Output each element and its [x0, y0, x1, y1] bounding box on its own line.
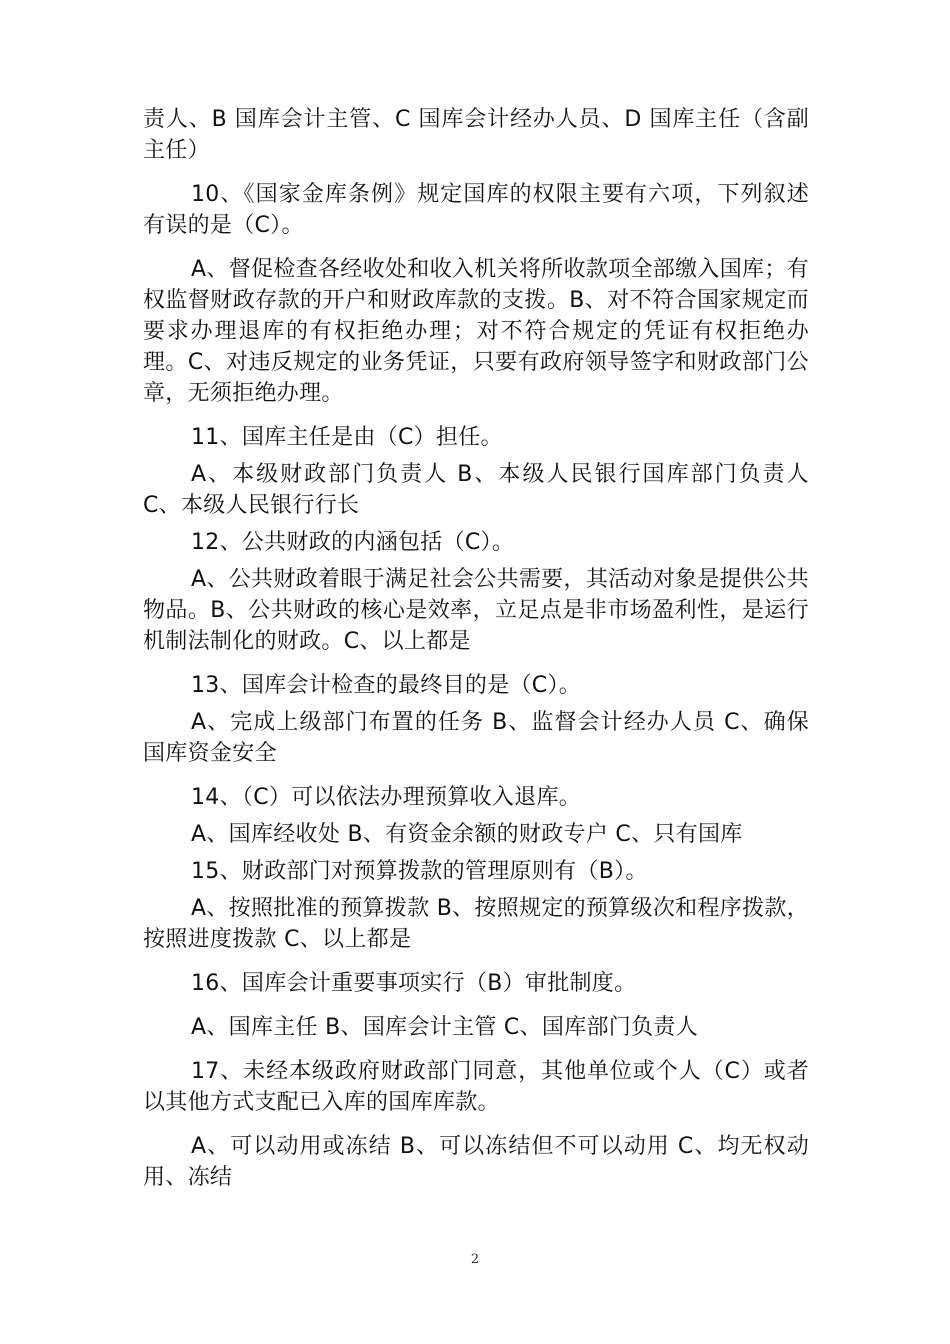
question-12-options: A、公共财政着眼于满足社会公共需要，其活动对象是提供公共物品。B、公共财政的核心是效率，立足点是非市场盈利性，是运行机制法制化的财政。C、以上都是 — [143, 567, 809, 654]
question-13-options: A、完成上级部门布置的任务 B、监督会计经办人员 C、确保国库资金安全 — [143, 710, 809, 766]
question-11: 11、国库主任是由（C）担任。 — [191, 425, 503, 450]
question-10: 10、《国家金库条例》规定国库的权限主要有六项，下列叙述有误的是（C）。 — [143, 182, 809, 238]
question-12: 12、公共财政的内涵包括（C）。 — [191, 530, 515, 555]
question-13: 13、国库会计检查的最终目的是（C）。 — [191, 673, 582, 698]
question-14: 14、（C）可以依法办理预算收入退库。 — [191, 785, 582, 810]
page-number: 2 — [470, 1252, 480, 1267]
question-16: 16、国库会计重要事项实行（B）审批制度。 — [191, 971, 637, 996]
document-body — [143, 104, 809, 1206]
question-11-options: A、本级财政部门负责人 B、本级人民银行国库部门负责人 C、本级人民银行行长 — [143, 462, 809, 518]
question-15: 15、财政部门对预算拨款的管理原则有（B）。 — [191, 859, 648, 884]
question-15-options: A、按照批准的预算拨款 B、按照规定的预算级次和程序拨款，按照进度拨款 C、以上都是 — [143, 896, 809, 952]
question-17: 17、未经本级政府财政部门同意，其他单位或个人（C）或者以其他方式支配已入库的国库库款。 — [143, 1059, 809, 1115]
question-16-options: A、国库主任 B、国库会计主管 C、国库部门负责人 — [191, 1015, 698, 1040]
question-10-options: A、督促检查各经收处和收入机关将所收款项全部缴入国库；有权监督财政存款的开户和财政库款的支拨。B、对不符合国家规定而要求办理退库的有权拒绝办理；对不符合规定的凭证有权拒绝办理。C、对违反规定的业务凭证，只要有政府领导签字和财政部门公章，无须拒绝办理。 — [143, 257, 809, 406]
paragraph-continuation: 责人、B 国库会计主管、C 国库会计经办人员、D 国库主任（含副主任） — [143, 107, 809, 163]
question-17-options: A、可以动用或冻结 B、可以冻结但不可以动用 C、均无权动用、冻结 — [143, 1134, 809, 1190]
question-14-options: A、国库经收处 B、有资金余额的财政专户 C、只有国库 — [191, 822, 743, 847]
